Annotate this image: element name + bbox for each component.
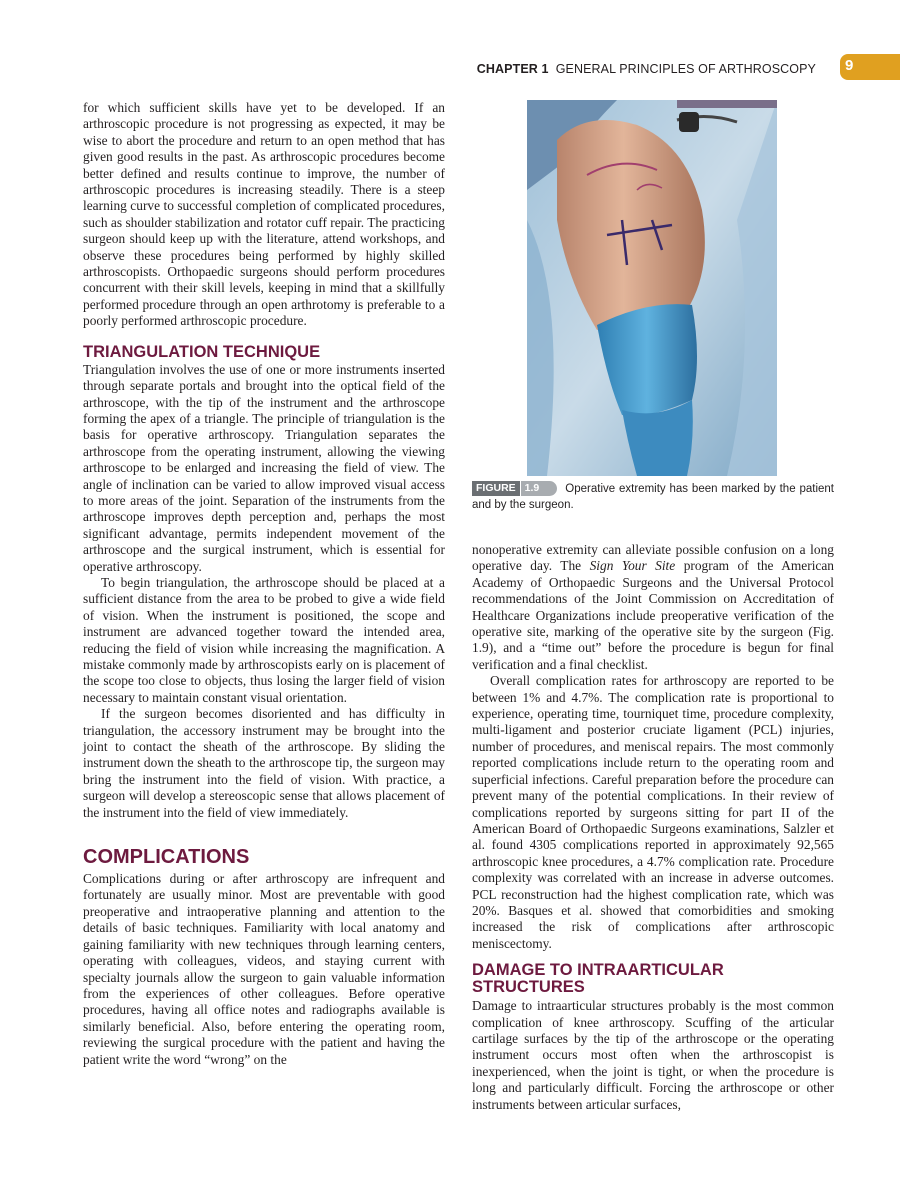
triangulation-paragraph-3: If the surgeon becomes disoriented and has difficulty in triangulation, the accessory instrument may be brought into the joint to contact the sheath of the arthroscope. By sliding the instrument down the sheath to the arthroscope tip, the surgeon may bring the instrument into the field of vision. With practice, a surgeon will develop a stereoscopic sense that allows placement of the instrument into the field of view immediately. bbox=[83, 706, 445, 820]
right-paragraph-1 bbox=[472, 542, 834, 673]
damage-paragraph-1: Damage to intraarticular structures probably is the most common complication of knee arthroscopy. Scuffing of the articular cartilage surfaces by the tip of the arthroscope or the operating instrument occurs most often when the arthroscopist is inexperienced, when the joint is tight, or when the procedure is long and particularly difficult. Forcing the arthroscope or other instruments between articular surfaces, bbox=[472, 998, 834, 1112]
running-header bbox=[0, 57, 900, 82]
complications-paragraph-1: Complications during or after arthroscopy are infrequent and fortunately are usually minor. Most are preventable with good preoperative and intraoperative planning and attention to the details of basic techniques. Familiarity with local anatomy and gaining familiarity with new techniques through learning centers, operating with colleagues, videos, and staying current with specialty journals allow the surgeon to gain valuable information from the experiences of other colleagues. Before operative procedures, having all office notes and radiographs available is similarly beneficial. Also, before entering the operating room, reviewing the surgical procedure with the patient and having the patient write the word “wrong” on the bbox=[83, 871, 445, 1067]
p1-text-after: program of the American Academy of Orthopaedic Surgeons and the Universal Protocol recommendations of the Joint Commission on Accreditation of Healthcare Organizations include preoperative verification of the operative site, marking of the operative site by the surgeon (Fig. 1.9), and a “time out” before the procedure is begun for final verification and a final checklist. bbox=[472, 558, 835, 672]
intro-paragraph: for which sufficient skills have yet to be developed. If an arthroscopic procedure is not progressing as expected, it may be wise to abort the procedure and return to an open method that has given good results in the past. As arthroscopic procedures become better defined and results continue to improve, the number of arthroscopic procedures is increasing steadily. There is a steep learning curve to successful completion of complicated procedures, such as shoulder stabilization and rotator cuff repair. The practicing surgeon should keep up with the literature, attend workshops, and observe these procedures being performed by highly skilled arthroscopists. Orthopaedic surgeons should perform procedures concurrent with their skill levels, keeping in mind that a skillfully performed procedure through an open arthrotomy is preferable to a poorly performed arthroscopic procedure. bbox=[83, 100, 445, 329]
left-column bbox=[83, 100, 445, 1068]
sign-your-site-italic: Sign Your Site bbox=[589, 558, 676, 574]
right-column bbox=[472, 542, 834, 1113]
chapter-title: GENERAL PRINCIPLES OF ARTHROSCOPY bbox=[555, 62, 816, 76]
knee-photo-illustration bbox=[527, 100, 777, 476]
figure-caption-text: Operative extremity has been marked by the patient and by the surgeon. bbox=[472, 483, 834, 511]
page-number-tab bbox=[840, 54, 900, 80]
p1-text-before: nonoperative extremity can alleviate possible confusion on a long operative day. The bbox=[472, 542, 834, 574]
chapter-label: CHAPTER 1 bbox=[476, 62, 549, 76]
damage-heading-line1: DAMAGE TO INTRAARTICULAR bbox=[472, 961, 724, 980]
running-head-text bbox=[477, 60, 816, 78]
page-number: 9 bbox=[845, 57, 854, 74]
complications-heading: COMPLICATIONS bbox=[83, 846, 250, 869]
figure-caption bbox=[472, 481, 834, 513]
figure-photo-marked-knee bbox=[527, 100, 777, 476]
figure-number: 1.9 bbox=[521, 481, 558, 496]
triangulation-paragraph-1: Triangulation involves the use of one or more instruments inserted through separate portals and brought into the optical field of the arthroscope, with the tip of the instrument and the arthroscope forming the apex of a triangle. The principle of triangulation is the basis for operative arthroscopy. Triangulation separates the arthroscope from the operating instrument, allowing the viewing arthroscope to be enlarged and increasing the field of view. The angle of inclination can be varied to allow improved visual access to more areas of the joint. Separation of the instruments from the arthroscope improves depth perception and, perhaps the most significant advantage, permits independent movement of the arthroscope and the surgical instrument, which is essential for operative arthroscopy. bbox=[83, 361, 445, 574]
right-paragraph-2: Overall complication rates for arthroscopy are reported to be between 1% and 4.7%. The complication rate is proportional to experience, operating time, tourniquet time, procedure complexity, multi-ligament and posterior cruciate ligament (PCL) injuries, number of procedures, and meniscal repairs. The most commonly reported complications include return to the operating room and superficial infections. Careful preparation before the procedure can prevent many of the potential complications. In their review of complications reported by surgeons sitting for part II of the American Board of Orthopaedic Surgeons examinations, Salzler et al. found 4305 complications reported in approximately 92,565 arthroscopic knee procedures, a 4.7% complication rate. Procedure complexity was correlated with an increase in adverse outcomes. PCL reconstruction had the highest complication rate, which was 20%. Basques et al. showed that comorbidities and smoking increased the risk of complications after arthroscopic meniscectomy. bbox=[472, 673, 834, 951]
damage-heading-line2: STRUCTURES bbox=[472, 978, 585, 997]
figure-label: FIGURE bbox=[472, 481, 520, 496]
damage-heading bbox=[472, 962, 834, 996]
triangulation-paragraph-2: To begin triangulation, the arthroscope should be placed at a sufficient distance from the area to be probed to give a wide field of vision. When the instrument is positioned, the scope and instrument are advanced together toward the intended area, reducing the field of vision while increasing the magnification. A mistake commonly made by arthroscopists early on is placement of the scope too close to objects, thus losing the larger field of vision necessary to maintain constant visual orientation. bbox=[83, 574, 445, 705]
triangulation-heading: TRIANGULATION TECHNIQUE bbox=[83, 342, 321, 361]
